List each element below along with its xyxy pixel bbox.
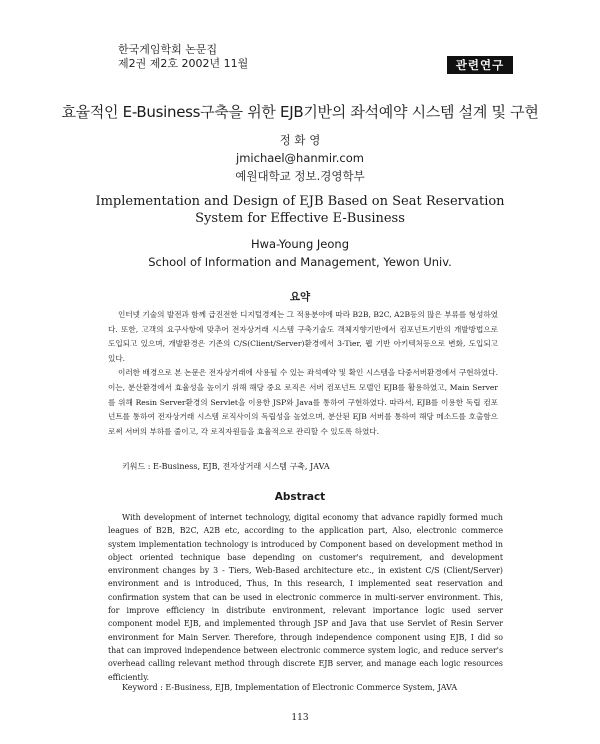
page-number: 113 [291, 713, 309, 723]
paper-title-korean: 효율적인 E-Business구축을 위한 EJB기반의 좌석예약 시스템 설계 및 구현 [61, 103, 539, 121]
author-name-korean: 정 화 영 [279, 133, 321, 147]
author-affiliation-korean: 예원대학교 정보.경영학부 [235, 169, 365, 183]
abstract-korean-paragraph: 이러한 배경으로 본 논문은 전자상거래에 사용될 수 있는 좌석예약 및 확인 시스템을 다중서버환경에서 구현하였다. 이는, 분산환경에서 효율성을 높이기 위해 해당 중요 로직은 서버 컴포넌트 모델인 EJB를 활용하였고, Main Server를 위해 Resin Server환경의 Servlet을 이용한 JSP와 Java를 통하여 구현하였다. 따라서, EJB를 이용한 독립 컴포넌트를 통하여 전자상거래 시스템 로직사이의 독립성을 높였으며, 분산된 EJB 서버를 통하여 해당 메소드를 호출함으로써 서버의 부하를 줄이고, 각 로직자원들을 효율적으로 관리할 수 있도록 하였다. [108, 368, 498, 436]
paper-title-english: Implementation and Design of EJB Based on Seat Reservation System for Effective E-Business [95, 194, 505, 226]
journal-info [118, 43, 248, 71]
journal-issue: 제2권 제2호 2002년 11월 [118, 57, 249, 70]
author-name-english: Hwa-Young Jeong [250, 237, 350, 251]
author-email: jmichael@hanmir.com [236, 151, 364, 165]
keywords-english: Keyword : E-Business, EJB, Implementation of Electronic Commerce System, JAVA [122, 683, 458, 692]
abstract-heading-korean: 요약 [289, 291, 311, 303]
author-block-english [0, 235, 600, 271]
section-badge: 관련연구 [447, 56, 513, 74]
abstract-heading-english: Abstract [274, 491, 326, 503]
abstract-english-paragraph: With development of internet technology, digital economy that advance rapidly formed much leagues of B2B, B2C, A2B etc, according to the application part, Also, electronic commerce system implementation technology is introduced by Component based on development method in object oriented technique base depending on customer's requirement, and development environment changes by 3 - Tiers, Web-Based architecture etc., in existent C/S (Client/Server) environment and is introduced, Thus, In this research, I implemented seat reservation and confirmation system that can be used in electronic commerce in multi-server environment. This, for improve efficiency in distribute environment, relevant importance logic used server component model EJB, and implemented through JSP and Java that use Servlet of Resin Server environment for Main Server. Therefore, through independence component using EJB, I did so that can improved independence between electronic commerce system logic, and reduce server's overhead calling relevant method through discrete EJB server, and manage each logic resources efficiently. [108, 513, 503, 682]
abstract-english [108, 511, 503, 684]
author-block-korean [0, 131, 600, 185]
author-affiliation-english: School of Information and Management, Yewon Univ. [148, 255, 452, 269]
abstract-korean [108, 308, 498, 439]
keywords-korean: 키워드 : E-Business, EJB, 전자상거래 시스템 구축, JAVA [122, 462, 330, 471]
journal-name: 한국게임학회 논문집 [118, 43, 218, 56]
abstract-korean-paragraph: 인터넷 기술의 발전과 함께 급진전한 디지털경제는 그 적용분야에 따라 B2B, B2C, A2B등의 많은 부류를 형성하였다. 또한, 고객의 요구사항에 맞추어 전자상거래 시스템 구축기술도 객체지향기반에서 컴포넌트기반의 개발방법으로 도입되고 있으며, 개발환경은 기존의 C/S(Client/Server)환경에서 3-Tier, 웹 기반 아키텍처등으로 변화, 도입되고 있다. [108, 310, 498, 363]
